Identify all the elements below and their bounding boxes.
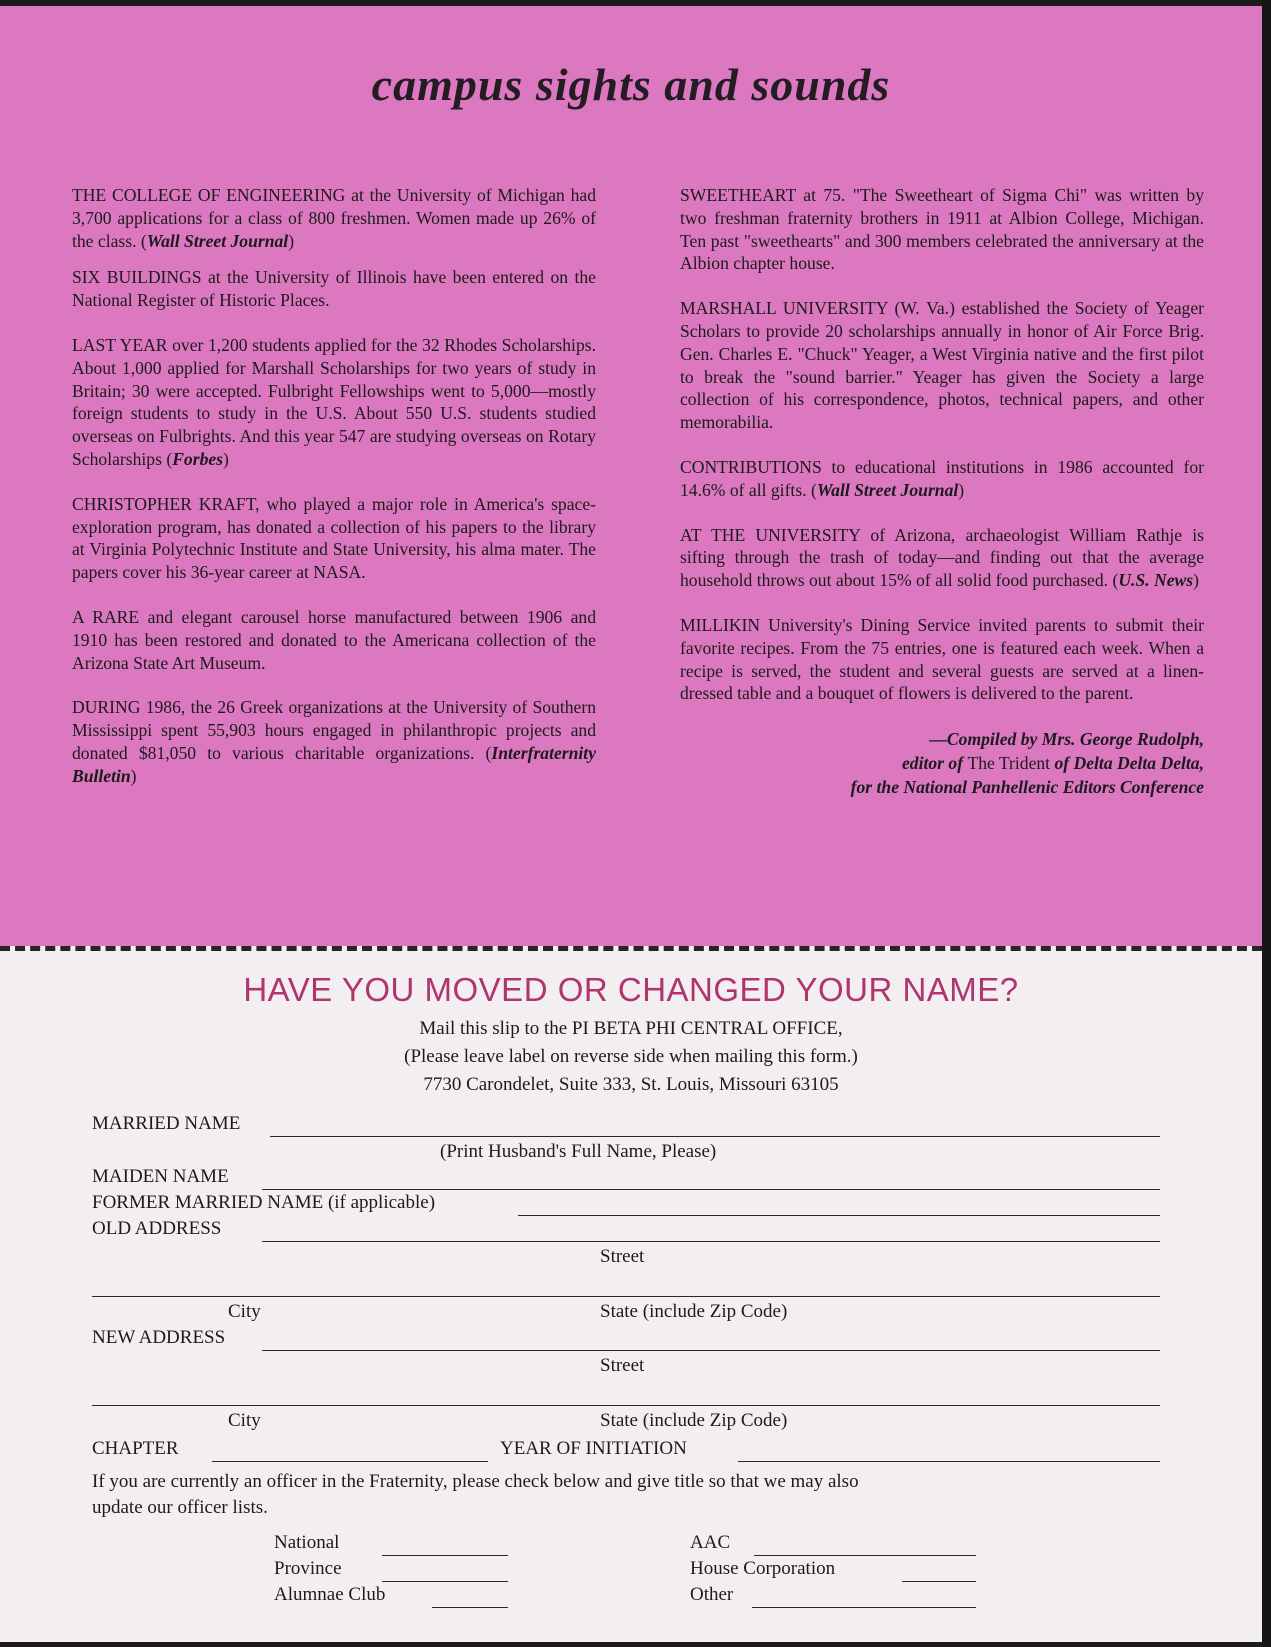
new-address-street-field[interactable] <box>262 1350 1160 1351</box>
scan-edge <box>1262 0 1271 1647</box>
old-address-label: OLD ADDRESS <box>92 1218 222 1239</box>
city-caption: City <box>228 1301 261 1322</box>
former-married-name-field[interactable] <box>518 1215 1160 1216</box>
chapter-label: CHAPTER <box>92 1438 179 1459</box>
state-caption: State (include Zip Code) <box>600 1410 788 1431</box>
news-item: DURING 1986, the 26 Greek organizations at the University of Southern Mississippi spent 55,903 hours engaged in philanthropic projects and donated $81,050 to various charitable organizations. (Interfraternity Bulletin) <box>72 697 596 786</box>
married-name-label: MARRIED NAME <box>92 1113 241 1134</box>
officer-alumnae-club-label: Alumnae Club <box>274 1584 386 1605</box>
page <box>0 6 1262 1642</box>
chapter-field[interactable] <box>212 1461 488 1462</box>
news-item: MARSHALL UNIVERSITY (W. Va.) established the Society of Yeager Scholars to provide 20 scholarships annually in honor of Air Force Brig. Gen. Charles E. "Chuck" Yeager, a West Virginia native and the first pilot to break the "sound barrier." Yeager has given the Society a large collection of his correspondence, photos, technical papers, and other memorabilia. <box>680 298 1204 433</box>
officer-province-field[interactable] <box>382 1581 508 1582</box>
news-item: CHRISTOPHER KRAFT, who played a major role in America's space-exploration program, has donated a collection of his papers to the library at Virginia Polytechnic Institute and State University, his alma mater. The papers cover his 36-year career at NASA. <box>72 493 596 583</box>
new-address-city-state-field[interactable] <box>92 1405 1160 1406</box>
married-name-field[interactable] <box>270 1136 1160 1137</box>
news-item: SIX BUILDINGS at the University of Illinois have been entered on the National Register of Historic Places. <box>72 267 596 311</box>
new-address-label: NEW ADDRESS <box>92 1327 226 1348</box>
year-of-initiation-field[interactable] <box>738 1461 1160 1462</box>
news-item: LAST YEAR over 1,200 students applied for the 32 Rhodes Scholarships. About 1,000 applied for Marshall Scholarships for two years of study in Britain; 30 were accepted. Fulbright Fellowships went to 5,000—mostly foreign students to study in the U.S. About 550 U.S. students studied overseas on Fulbrights. And this year 547 are studying overseas on Rotary Scholarships (Forbes) <box>72 334 596 469</box>
officer-national-label: National <box>274 1532 340 1553</box>
compiler-credit <box>680 727 1204 799</box>
page-title: campus sights and sounds <box>371 59 891 110</box>
campus-news-section <box>0 6 1262 946</box>
cut-line-divider <box>0 946 1262 951</box>
city-caption: City <box>228 1410 261 1431</box>
mail-instruction: Mail this slip to the PI BETA PHI CENTRAL OFFICE, <box>419 1018 843 1039</box>
form-heading: HAVE YOU MOVED OR CHANGED YOUR NAME? <box>243 971 1019 1008</box>
officer-aac-field[interactable] <box>754 1555 976 1556</box>
officer-house-corporation-field[interactable] <box>902 1581 976 1582</box>
news-item: MILLIKIN University's Dining Service invited parents to submit their favorite recipes. From the 75 entries, one is featured each week. When a recipe is served, the student and several guests are served at a linen-dressed table and a bouquet of flowers is delivered to the parent. <box>680 614 1204 704</box>
left-column <box>72 184 596 810</box>
state-caption: State (include Zip Code) <box>600 1301 788 1322</box>
officer-aac-label: AAC <box>690 1532 731 1553</box>
street-caption: Street <box>600 1246 645 1267</box>
married-name-hint: (Print Husband's Full Name, Please) <box>440 1141 717 1162</box>
officer-alumnae-club-field[interactable] <box>432 1607 508 1608</box>
right-column <box>680 184 1204 799</box>
old-address-street-field[interactable] <box>262 1241 1160 1242</box>
officer-note: update our officer lists. <box>92 1497 268 1518</box>
mail-address: 7730 Carondelet, Suite 333, St. Louis, Missouri 63105 <box>423 1074 839 1095</box>
news-item: A RARE and elegant carousel horse manufactured between 1906 and 1910 has been restored and donated to the Americana collection of the Arizona State Art Museum. <box>72 606 596 673</box>
officer-other-label: Other <box>690 1584 734 1605</box>
news-item: AT THE UNIVERSITY of Arizona, archaeologist William Rathje is sifting through the trash of today—and finding out that the average household throws out about 15% of all solid food purchased. (U.S. News) <box>680 524 1204 591</box>
former-married-name-label: FORMER MARRIED NAME (if applicable) <box>92 1192 436 1213</box>
year-of-initiation-label: YEAR OF INITIATION <box>500 1438 687 1459</box>
maiden-name-label: MAIDEN NAME <box>92 1166 229 1187</box>
mail-instruction: (Please leave label on reverse side when mailing this form.) <box>404 1046 858 1067</box>
news-item: CONTRIBUTIONS to educational institutions in 1986 accounted for 14.6% of all gifts. (Wall Street Journal) <box>680 456 1204 500</box>
street-caption: Street <box>600 1355 645 1376</box>
officer-other-field[interactable] <box>752 1607 976 1608</box>
officer-house-corporation-label: House Corporation <box>690 1558 836 1579</box>
credit-line: editor of The Trident of Delta Delta Delta, <box>901 753 1204 774</box>
news-item: THE COLLEGE OF ENGINEERING at the University of Michigan had 3,700 applications for a class of 800 freshmen. Women made up 26% of the class. (Wall Street Journal) <box>72 185 596 251</box>
officer-note: If you are currently an officer in the Fraternity, please check below and give title so that we may also <box>92 1471 859 1492</box>
officer-national-field[interactable] <box>382 1555 508 1556</box>
officer-province-label: Province <box>274 1558 342 1579</box>
news-item: SWEETHEART at 75. "The Sweetheart of Sigma Chi" was written by two freshman fraternity brothers in 1911 at Albion College, Michigan. Ten past "sweethearts" and 300 members celebrated the anniversary at the Albion chapter house. <box>680 185 1204 274</box>
old-address-city-state-field[interactable] <box>92 1296 1160 1297</box>
credit-line: for the National Panhellenic Editors Conference <box>850 777 1204 798</box>
credit-line: —Compiled by Mrs. George Rudolph, <box>929 729 1204 750</box>
maiden-name-field[interactable] <box>262 1189 1160 1190</box>
